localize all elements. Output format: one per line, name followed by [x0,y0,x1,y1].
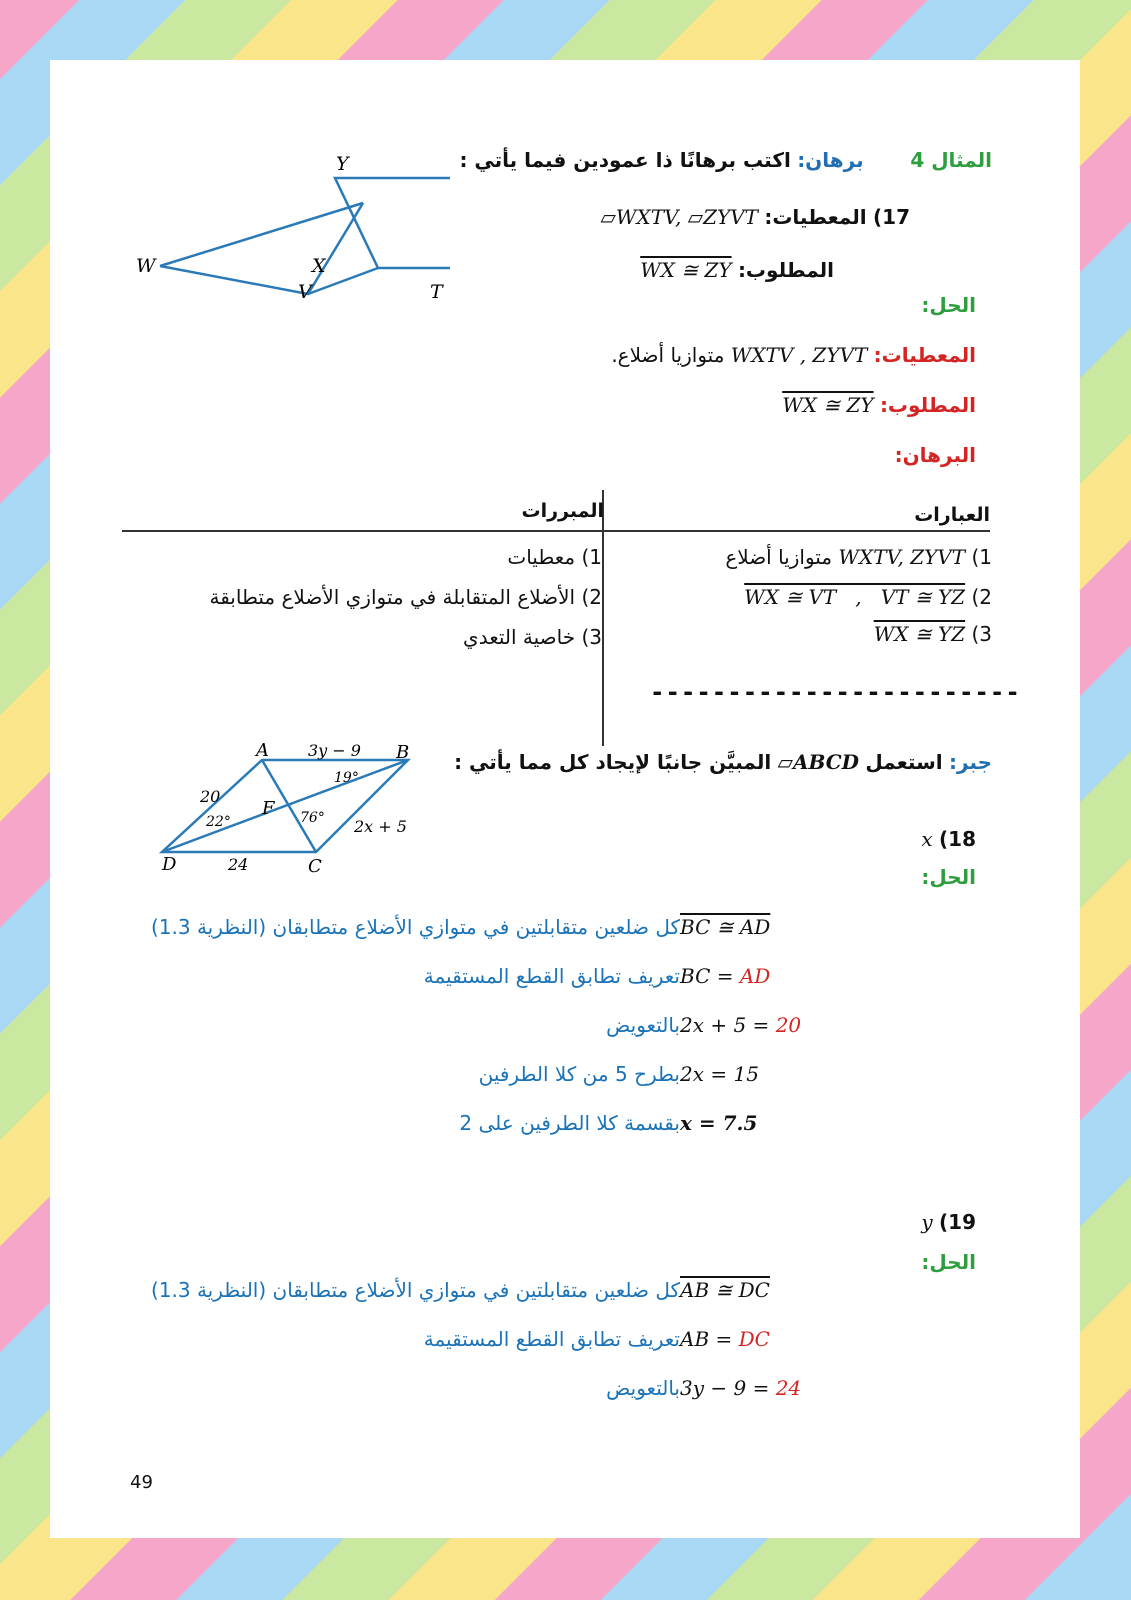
label-side-top: 3y − 9 [308,742,361,760]
equation-highlight: 20 [775,1013,802,1037]
label-y: Y [336,153,349,175]
label-x: X [312,255,326,277]
label-b: B [396,742,410,763]
example-label: المثال 4 [910,148,992,172]
solution-givens-label: المعطيات: [873,343,976,367]
proof-reason-2 [209,585,602,609]
solution-givens-math: WXTV , ZYVT [730,343,868,367]
label-a: A [256,742,269,761]
problem19-number: 19) [939,1210,976,1234]
statement-math: WX ≅ VT , VT ≅ YZ [744,585,966,609]
label-v: V [298,281,312,300]
equation-left: x = 7.5 [680,1111,758,1135]
label-c: C [308,856,322,877]
step-reason: بالتعويض [606,1013,680,1037]
algebra-header [454,750,992,774]
proof-reason-1 [507,545,602,569]
problem17-prove-label: المطلوب: [737,258,834,282]
solution-givens [611,343,976,367]
proof-reason-3 [463,625,602,649]
reason-text: خاصية التعدي [463,625,576,649]
statement-math: WXTV, ZYVT [838,545,966,569]
row-number: 1) [581,545,602,569]
equation-highlight: 24 [775,1376,802,1400]
problem17-number: 17) [873,205,910,229]
step-equation [680,1111,757,1135]
proof-table-column-divider [602,490,604,746]
equation-left: 2x + 5 = [680,1013,776,1037]
label-angle-76: 76° [300,810,325,826]
solution-label-17: الحل: [921,293,976,317]
step-reason: تعريف تطابق القطع المستقيمة [423,1327,680,1351]
proof-statement-3 [874,622,992,646]
step-reason: بطرح 5 من كلا الطرفين [478,1062,680,1086]
step-equation [680,1013,801,1037]
parallelogram-figure-abcd [150,742,430,882]
label-angle-19: 19° [334,770,359,786]
problem17-prove [640,258,834,282]
problem18-header [921,827,976,851]
equation-left: BC = [680,964,740,988]
row-number: 3) [581,625,602,649]
step-equation [680,964,770,988]
statement-text: متوازيا أضلاع [725,545,833,569]
label-t: T [430,281,443,300]
row-number: 1) [971,545,992,569]
proof-table-header-line [122,530,990,532]
equation-left: AB ≅ DC [680,1278,770,1302]
reasons-header: المبررات [521,500,604,522]
step-equation [680,1376,801,1400]
page-number: 49 [130,1472,153,1493]
algebra-shape: ▱ABCD [777,750,859,774]
problem18-number: 18) [939,827,976,851]
equation-highlight: AD [739,964,771,988]
reason-text: الأضلاع المتقابلة في متوازي الأضلاع متطابقة [209,585,576,609]
proof-statement-2 [744,585,992,609]
step-reason: بقسمة كلا الطرفين على 2 [459,1111,680,1135]
worksheet-page [50,60,1080,1538]
row-number: 2) [581,585,602,609]
problem17-prove-value: WX ≅ ZY [640,258,732,282]
step-reason: تعريف تطابق القطع المستقيمة [423,964,680,988]
step-reason: كل ضلعين متقابلتين في متوازي الأضلاع متطابقان (النظرية 1.3) [150,1278,680,1302]
equation-left: AB = [680,1327,739,1351]
parallelogram-figure-wxtv [130,150,450,300]
problem19-variable: y [921,1210,933,1234]
solution-prove-math: WX ≅ ZY [782,393,874,417]
label-d: D [162,854,177,875]
step-reason: كل ضلعين متقابلتين في متوازي الأضلاع متطابقان (النظرية 1.3) [150,915,680,939]
equation-highlight: DC [738,1327,770,1351]
example-instruction: اكتب برهانًا ذا عمودين فيما يأتي : [459,148,791,172]
row-number: 3) [971,622,992,646]
step-reason: بالتعويض [606,1376,680,1400]
problem17-givens-value: ▱WXTV, ▱ZYVT [600,205,758,229]
step-equation [680,915,770,939]
label-side-left: 20 [200,787,221,806]
problem17-givens-label: المعطيات: [764,205,867,229]
equation-left: 3y − 9 = [680,1376,776,1400]
step-equation [680,1278,770,1302]
section-separator: ------------------------ [650,678,1021,706]
example-header [459,148,992,172]
label-side-right: 2x + 5 [354,817,407,836]
problem19-header [921,1210,976,1234]
solution-prove [782,393,976,417]
algebra-instruction-pre: استعمل [865,750,943,774]
reason-text: معطيات [507,545,576,569]
label-angle-22: 22° [206,814,231,830]
step-equation [680,1062,759,1086]
solution-prove-label: المطلوب: [879,393,976,417]
statements-header: العبارات [914,504,990,526]
equation-left: BC ≅ AD [680,915,771,939]
label-w: W [136,255,156,277]
equation-left: 2x = 15 [680,1062,759,1086]
proof-statement-1 [725,545,992,569]
example-type: برهان: [797,148,864,172]
statement-math: WX ≅ YZ [873,622,966,646]
solution-givens-text: متوازيا أضلاع. [611,343,725,367]
solution-label-19: الحل: [921,1250,976,1274]
algebra-instruction-post: المبيَّن جانبًا لإيجاد كل مما يأتي : [454,750,772,774]
label-side-bottom: 24 [228,855,249,874]
problem18-variable: x [921,827,933,851]
step-equation [680,1327,770,1351]
label-f: F [262,798,275,819]
solution-label-18: الحل: [921,865,976,889]
proof-label: البرهان: [894,443,976,467]
algebra-label: جبر: [948,750,992,774]
row-number: 2) [971,585,992,609]
problem17-givens [601,205,910,229]
